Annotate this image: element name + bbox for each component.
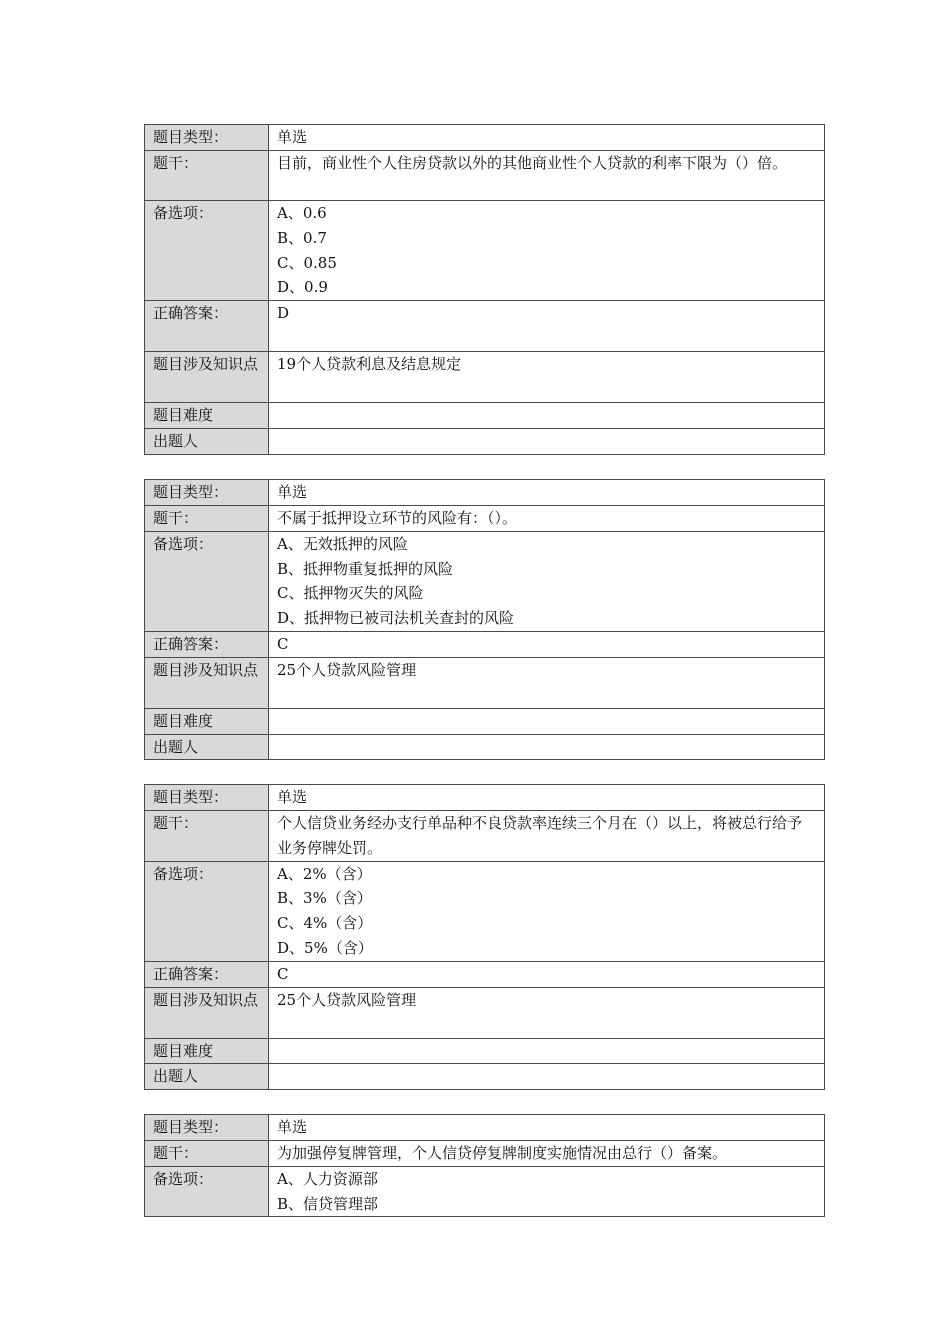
- option-b: B、0.7: [277, 228, 327, 247]
- options-label: 备选项：: [145, 1166, 269, 1217]
- option-c: C、抵押物灭失的风险: [277, 584, 424, 603]
- difficulty-value: [269, 708, 825, 734]
- options-label: 备选项：: [145, 531, 269, 631]
- option-a: A、2%（含）: [277, 864, 372, 883]
- option-d: D、抵押物已被司法机关查封的风险: [277, 609, 515, 628]
- answer-label: 正确答案：: [145, 301, 269, 352]
- question-table-3: [144, 784, 825, 1090]
- stem-value: 为加强停复牌管理，个人信贷停复牌制度实施情况由总行（）备案。: [269, 1141, 825, 1167]
- option-c: C、4%（含）: [277, 914, 373, 933]
- stem-label: 题干：: [145, 506, 269, 532]
- knowledge-label: 题目涉及知识点: [145, 987, 269, 1038]
- option-a: A、人力资源部: [277, 1169, 378, 1188]
- author-label: 出题人: [145, 1064, 269, 1090]
- option-b: B、信贷管理部: [277, 1194, 379, 1213]
- stem-label: 题干：: [145, 151, 269, 201]
- answer-label: 正确答案：: [145, 961, 269, 987]
- knowledge-label: 题目涉及知识点: [145, 352, 269, 403]
- stem-value: 个人信贷业务经办支行单品种不良贷款率连续三个月在（）以上，将被总行给予业务停牌处罚。: [269, 811, 825, 862]
- author-label: 出题人: [145, 428, 269, 454]
- options-list: [269, 1166, 825, 1217]
- question-table-2: [144, 479, 825, 760]
- option-b: B、抵押物重复抵押的风险: [277, 559, 454, 578]
- knowledge-value: 25个人贷款风险管理: [269, 987, 825, 1038]
- knowledge-label: 题目涉及知识点: [145, 657, 269, 708]
- answer-value: D: [269, 301, 825, 352]
- stem-label: 题干：: [145, 1141, 269, 1167]
- question-table-4: [144, 1114, 825, 1217]
- difficulty-label: 题目难度: [145, 708, 269, 734]
- author-value: [269, 428, 825, 454]
- difficulty-value: [269, 403, 825, 429]
- type-label: 题目类型：: [145, 785, 269, 811]
- knowledge-value: 25个人贷款风险管理: [269, 657, 825, 708]
- type-value: 单选: [269, 480, 825, 506]
- author-value: [269, 734, 825, 760]
- type-value: 单选: [269, 1115, 825, 1141]
- stem-value: 不属于抵押设立环节的风险有：（）。: [269, 506, 825, 532]
- stem-value: 目前，商业性个人住房贷款以外的其他商业性个人贷款的利率下限为（）倍。: [269, 151, 825, 201]
- type-label: 题目类型：: [145, 1115, 269, 1141]
- difficulty-label: 题目难度: [145, 403, 269, 429]
- type-value: 单选: [269, 125, 825, 151]
- difficulty-label: 题目难度: [145, 1038, 269, 1064]
- option-c: C、0.85: [277, 253, 337, 272]
- option-a: A、0.6: [277, 204, 327, 222]
- option-b: B、3%（含）: [277, 889, 372, 908]
- difficulty-value: [269, 1038, 825, 1064]
- options-label: 备选项：: [145, 201, 269, 301]
- knowledge-value: 19个人贷款利息及结息规定: [269, 352, 825, 403]
- options-list: [269, 531, 825, 631]
- author-label: 出题人: [145, 734, 269, 760]
- options-list: [269, 861, 825, 961]
- answer-value: C: [269, 961, 825, 987]
- answer-label: 正确答案：: [145, 631, 269, 657]
- option-a: A、无效抵押的风险: [277, 534, 408, 553]
- option-d: D、0.9: [277, 278, 328, 297]
- answer-value: C: [269, 631, 825, 657]
- type-label: 题目类型：: [145, 125, 269, 151]
- stem-label: 题干：: [145, 811, 269, 862]
- options-label: 备选项：: [145, 861, 269, 961]
- options-list: [269, 201, 825, 301]
- type-label: 题目类型：: [145, 480, 269, 506]
- type-value: 单选: [269, 785, 825, 811]
- question-table-1: [144, 124, 825, 455]
- option-d: D、5%（含）: [277, 938, 373, 957]
- author-value: [269, 1064, 825, 1090]
